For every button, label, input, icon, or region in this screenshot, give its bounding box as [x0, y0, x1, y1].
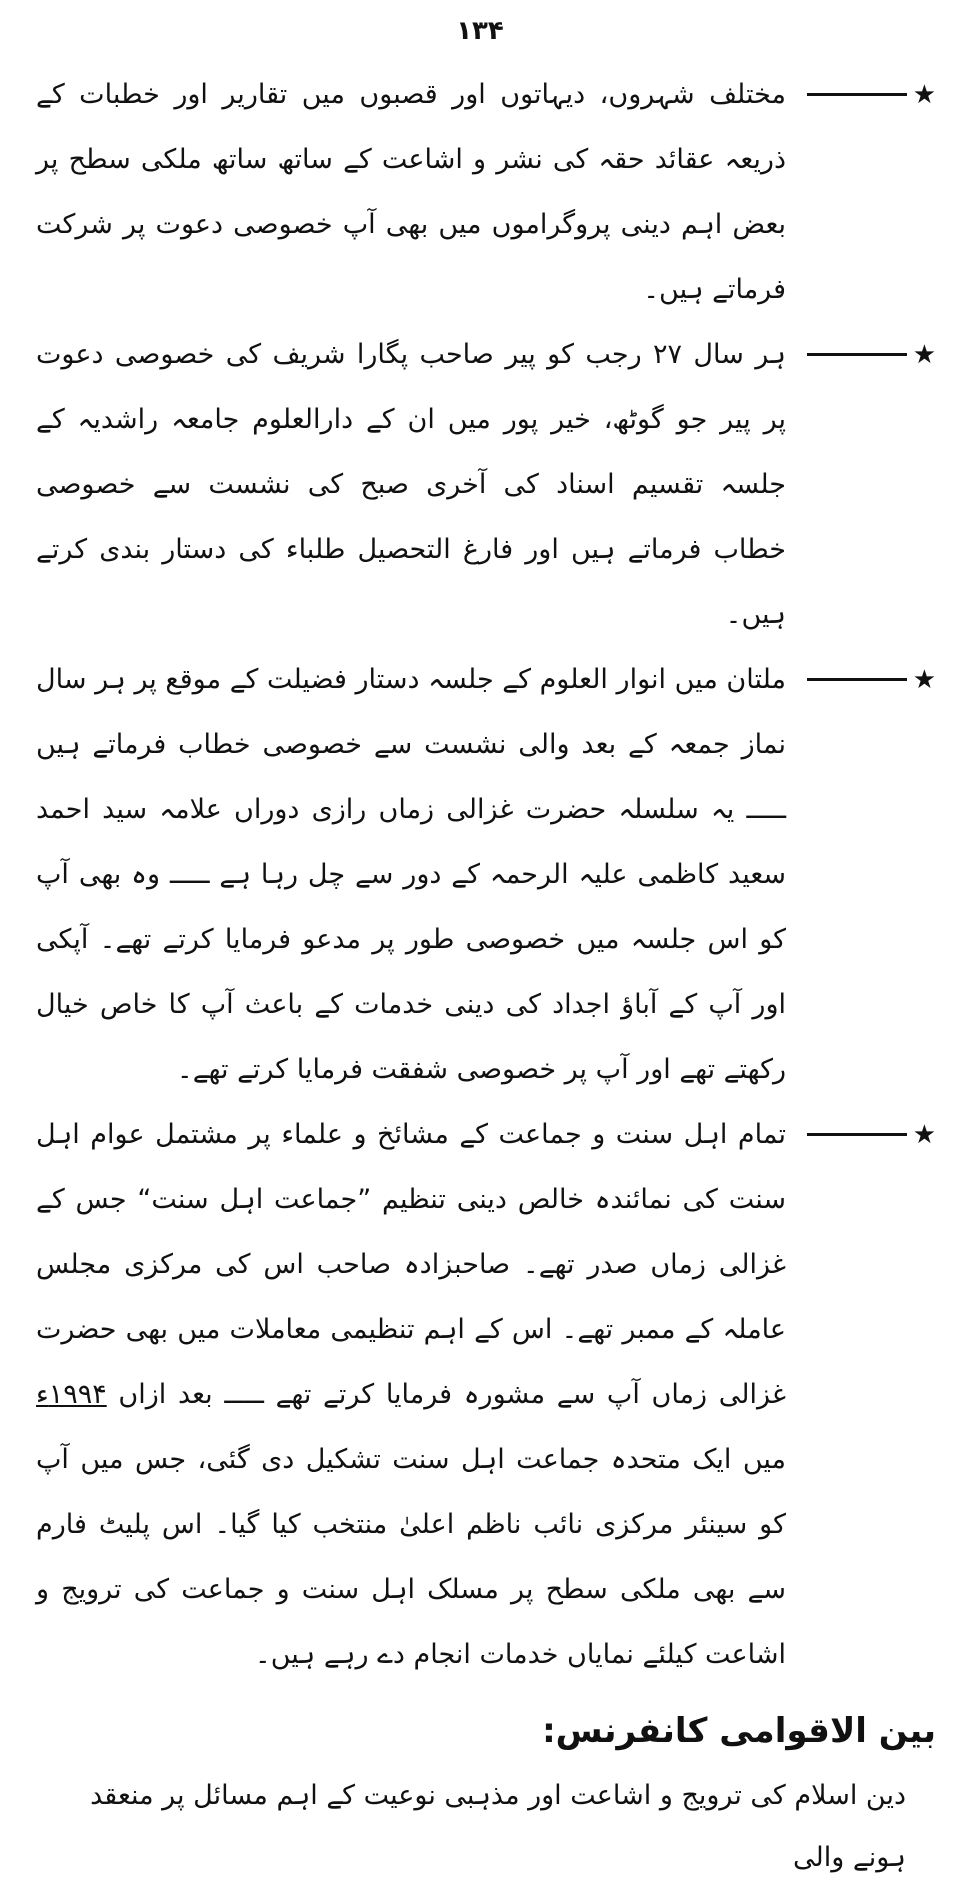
bullet-item-2: [36, 322, 936, 647]
bullet-text: ملتان میں انوار العلوم کے جلسہ دستار فضیلت کے موقع پر ہر سال نماز جمعہ کے بعد والی نشست سے خصوصی خطاب فرماتے ہیں ـــــ یہ سلسلہ حضرت غزالی زماں رازی دوراں علامہ سید احمد سعید کاظمی علیہ الرحمہ کے دور سے چل رہا ہے ـــــ وہ بھی آپ کو اس جلسہ میں خصوصی طور پر مدعو فرمایا کرتے تھے۔ آپکی اور آپ کے آباؤ اجداد کی دینی خدمات کے باعث آپ کا خاص خیال رکھتے تھے اور آپ پر خصوصی شفقت فرمایا کرتے تھے۔: [36, 664, 786, 1085]
year-underlined: ۱۹۹۴ء: [36, 1379, 107, 1410]
bullet-marker: [796, 1102, 936, 1167]
bullet-marker: [796, 647, 936, 712]
section-paragraph: دین اسلام کی ترویج و اشاعت اور مذہبی نوعیت کے اہم مسائل پر منعقد ہونے والی: [90, 1780, 906, 1873]
star-icon: ★: [912, 79, 936, 110]
star-icon: ★: [912, 1119, 936, 1150]
section-heading: بین الاقوامی کانفرنس:: [542, 1711, 936, 1751]
dash-rule: [807, 353, 907, 356]
bullet-marker: [796, 62, 936, 127]
bullet-marker: [796, 322, 936, 387]
dash-rule: [807, 678, 907, 681]
bullet-item-4: [36, 1102, 936, 1687]
bullet-item-1: [36, 62, 936, 322]
page-content: [36, 62, 936, 1889]
bullet-text: مختلف شہروں، دیہاتوں اور قصبوں میں تقاریر اور خطبات کے ذریعہ عقائد حقہ کی نشر و اشاعت کے ساتھ ساتھ ملکی سطح پر بعض اہم دینی پروگراموں میں بھی آپ خصوصی دعوت پر شرکت فرماتے ہیں۔: [36, 79, 786, 305]
star-icon: ★: [912, 339, 936, 370]
bullet-item-3: [36, 647, 936, 1102]
bullet-text: ہر سال ۲۷ رجب کو پیر صاحب پگارا شریف کی خصوصی دعوت پر پیر جو گوٹھ، خیر پور میں ان کے دارالعلوم جامعہ راشدیہ کے جلسہ تقسیم اسناد کی آخری صبح کی نشست سے خصوصی خطاب فرماتے ہیں اور فارغ التحصیل طلباء کی دستار بندی کرتے ہیں۔: [36, 339, 786, 630]
star-icon: ★: [912, 664, 936, 695]
page-number: ۱۳۴: [456, 16, 504, 46]
bullet-text-part: تمام اہل سنت و جماعت کے مشائخ و علماء پر مشتمل عوام اہل سنت کی نمائندہ خالص دینی تنظیم ”جماعت اہل سنت“ جس کے غزالی زماں صدر تھے۔ صاحبزادہ صاحب اس کی مرکزی مجلس عاملہ کے ممبر تھے۔ اس کے اہم تنظیمی معاملات میں بھی حضرت غزالی زماں آپ سے مشورہ فرمایا کرتے تھے ـــــ بعد ازاں: [36, 1119, 786, 1410]
dash-rule: [807, 93, 907, 96]
bullet-text-part: میں ایک متحدہ جماعت اہل سنت تشکیل دی گئی، جس میں آپ کو سینئر مرکزی نائب ناظم اعلیٰ منتخب کیا گیا۔ اس پلیٹ فارم سے بھی ملکی سطح پر مسلک اہل سنت و جماعت کی ترویج و اشاعت کیلئے نمایاں خدمات انجام دے رہے ہیں۔: [36, 1444, 786, 1670]
dash-rule: [807, 1133, 907, 1136]
